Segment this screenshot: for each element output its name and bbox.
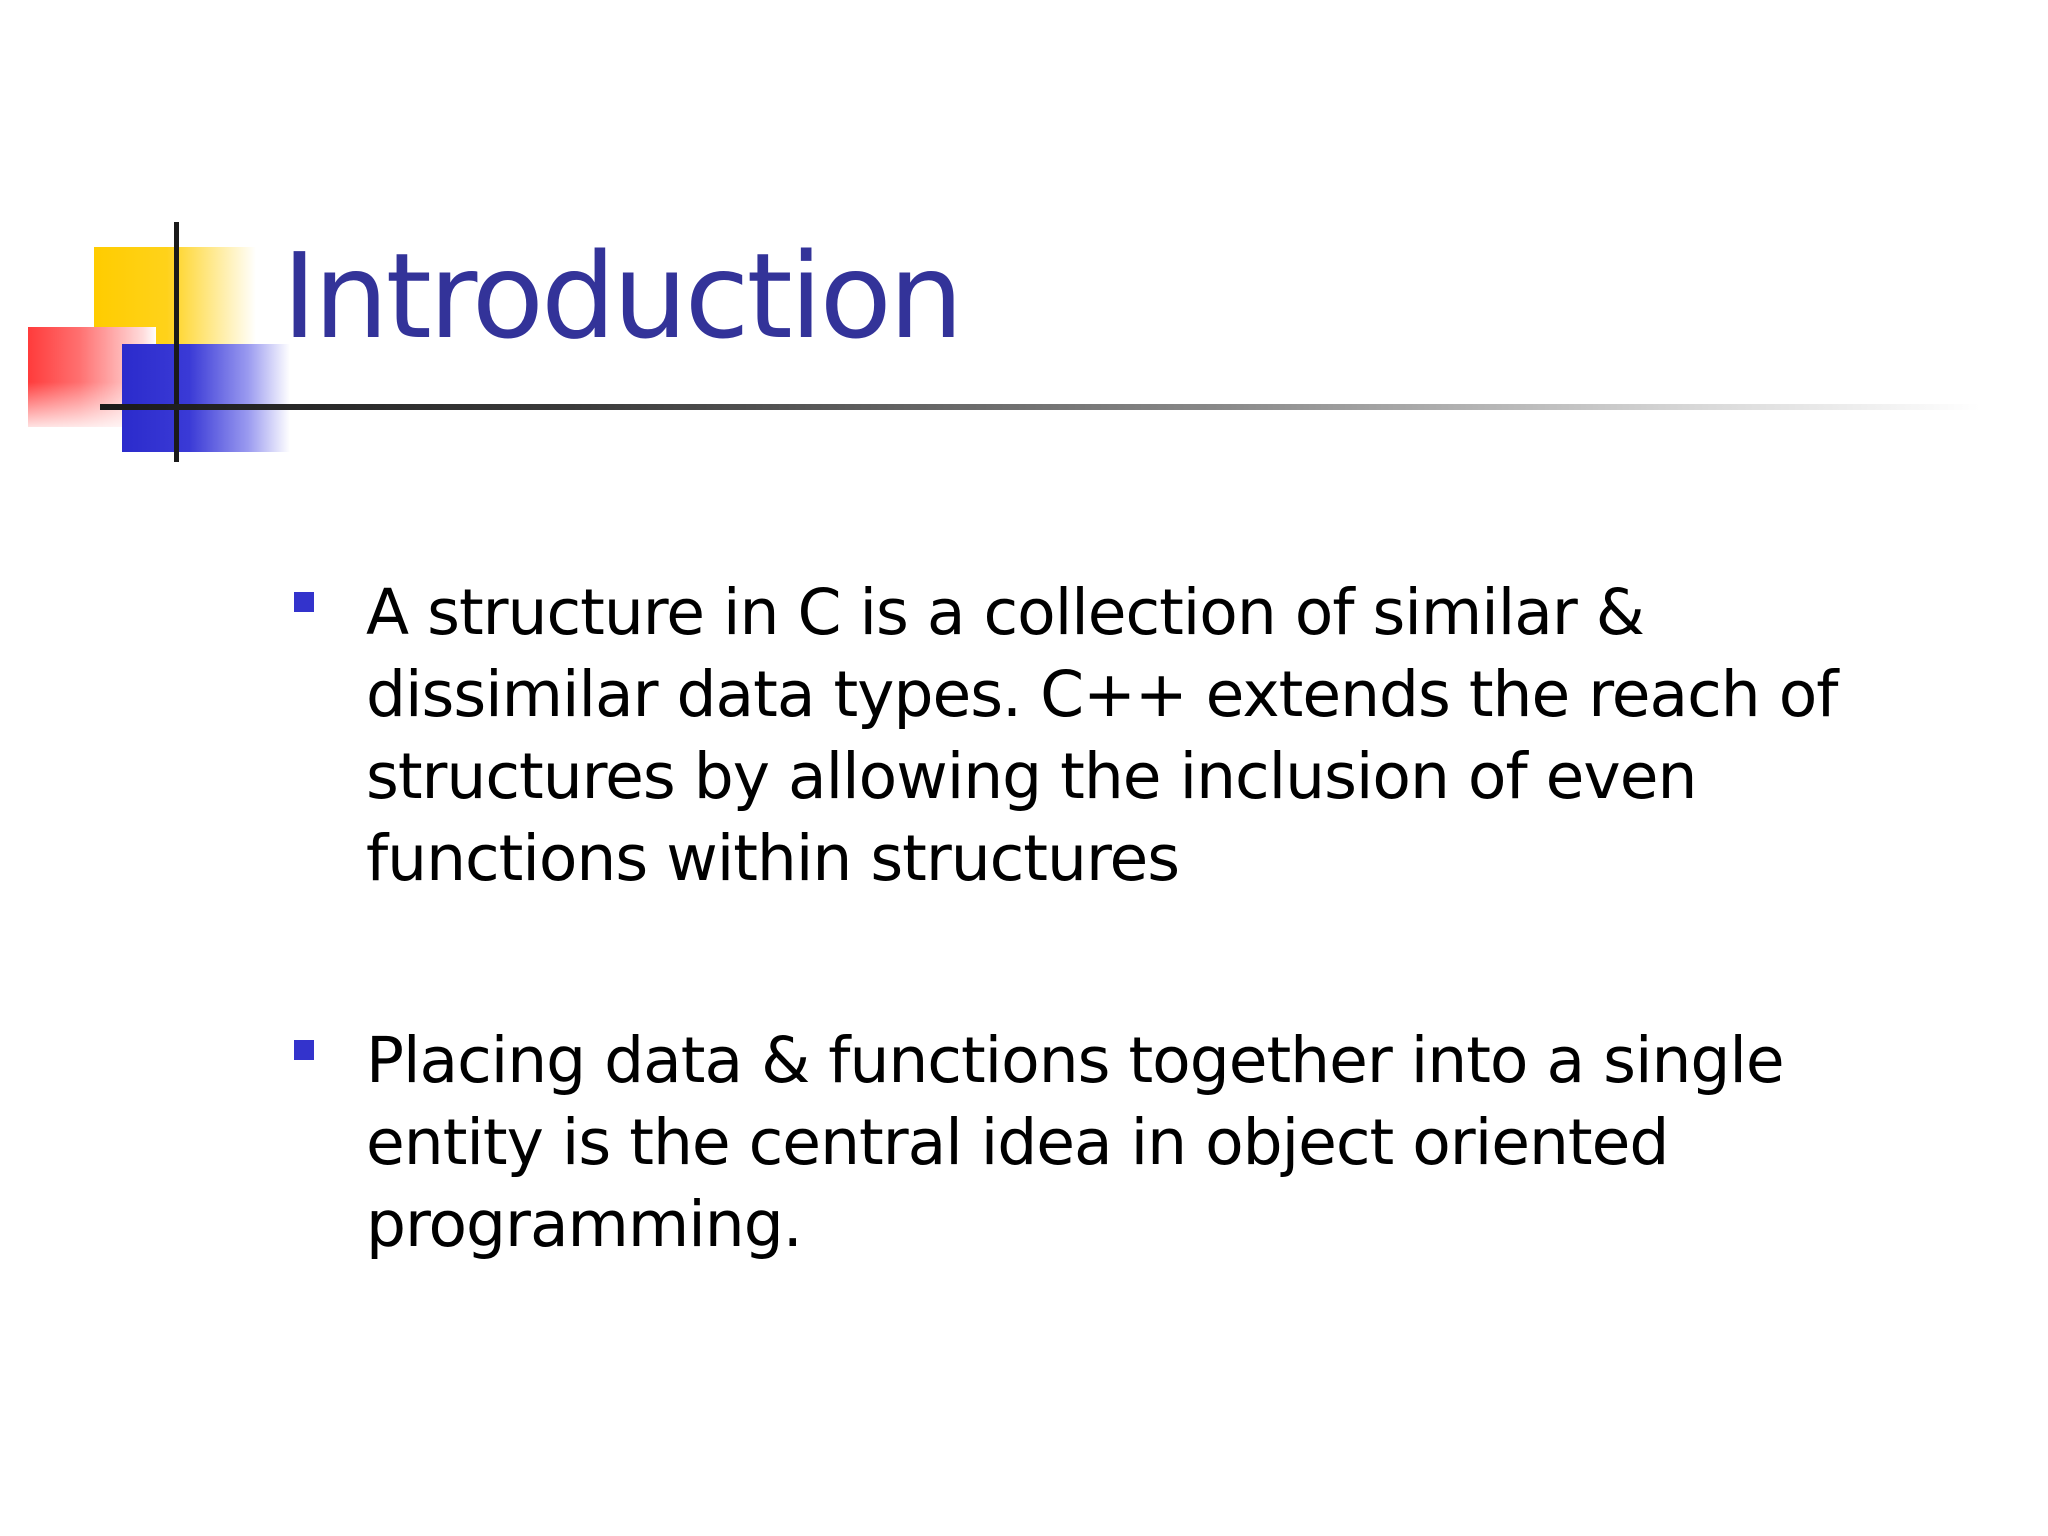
bullet-text: Placing data & functions together into a single entity is the central idea in object oriented programming.: [366, 1024, 1784, 1261]
bullet-text: A structure in C is a collection of similar & dissimilar data types. C++ extends the reach of structures by allowing the inclusion of even functions within structures: [366, 576, 1838, 895]
bullet-list: [290, 572, 1890, 1266]
bullet-item: [290, 572, 1890, 900]
slide-title: Introduction: [282, 227, 961, 365]
blue-square-decoration: [122, 344, 290, 452]
bullet-item: [290, 1020, 1890, 1266]
square-bullet-icon: [294, 592, 314, 612]
vertical-rule-decoration: [174, 222, 179, 462]
square-bullet-icon: [294, 1040, 314, 1060]
title-underline-rule: [100, 404, 1980, 410]
